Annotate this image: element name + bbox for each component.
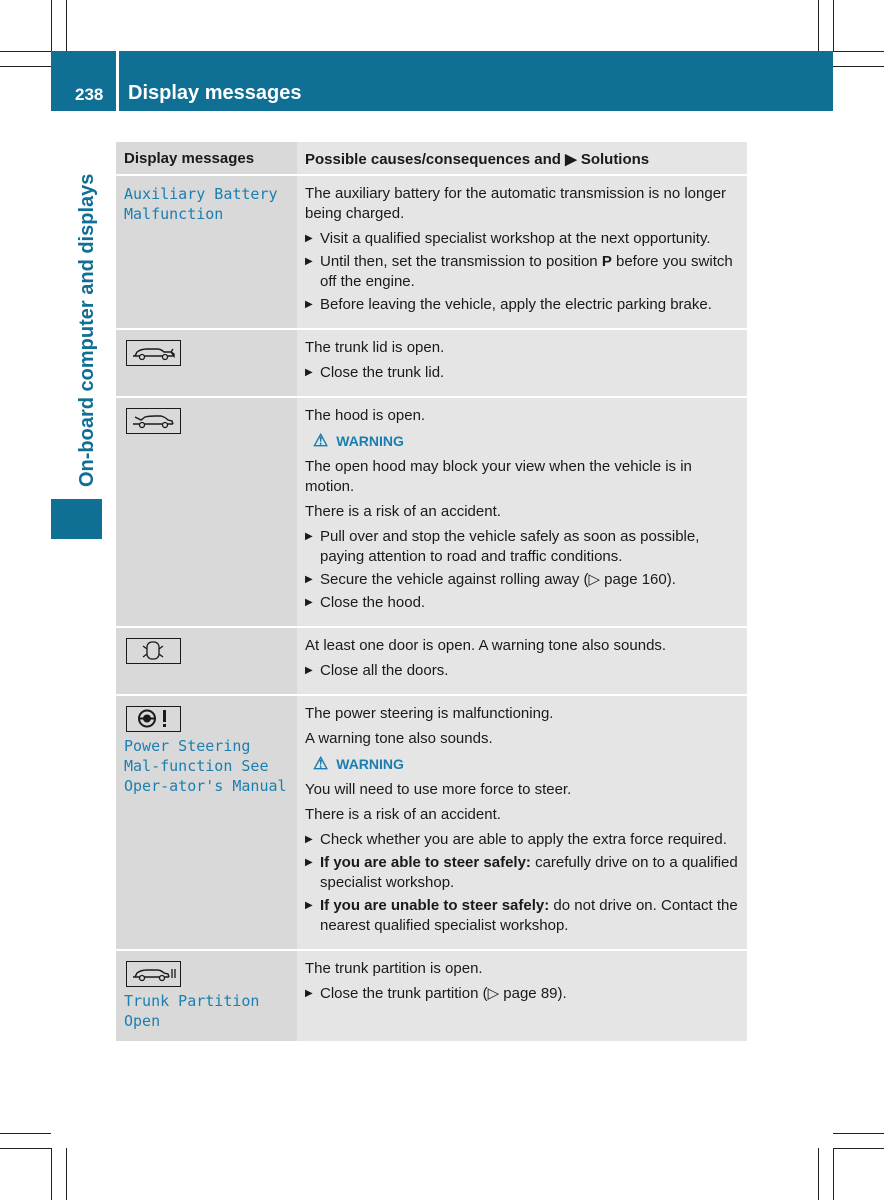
solution-step: ▶ Close the trunk partition (▷ page 89). — [305, 984, 741, 1004]
cause-text: The power steering is malfunctioning. — [305, 705, 554, 722]
solution-step — [305, 853, 741, 893]
solution-step: ▶ Pull over and stop the vehicle safely as soon as possible, paying attention to road and traffic conditions. — [305, 527, 741, 567]
crop-mark — [66, 1148, 67, 1200]
crop-mark — [818, 0, 819, 51]
step-text: carefully drive on to a qualified specialist workshop. — [320, 854, 738, 891]
message-cell — [116, 695, 297, 950]
table-row — [116, 329, 747, 397]
warning-label: WARNING — [336, 756, 404, 772]
solution-step: ▶ Close all the doors. — [305, 661, 741, 681]
cause-text: A warning tone also sounds. — [305, 730, 493, 747]
solution-cell — [297, 695, 747, 950]
solution-cell — [297, 950, 747, 1042]
warning-text: The open hood may block your view when the vehicle is in motion. — [305, 458, 692, 495]
warning-text: There is a risk of an accident. — [305, 503, 501, 520]
step-bold-text: If you are unable to steer safely: — [320, 897, 550, 914]
crop-mark — [833, 1148, 834, 1200]
crop-mark — [0, 1133, 51, 1134]
crop-mark — [51, 1148, 52, 1200]
warning-text: There is a risk of an accident. — [305, 806, 501, 823]
crop-mark — [0, 66, 51, 67]
step-text: do not drive on. Contact the nearest qualified specialist workshop. — [320, 897, 738, 934]
solution-cell — [297, 175, 747, 329]
column-header-solutions: Possible causes/consequences and ▶ Solutions — [297, 142, 747, 175]
crop-mark — [818, 1148, 819, 1200]
message-cell — [116, 950, 297, 1042]
display-messages-table — [116, 142, 747, 1043]
column-header-messages: Display messages — [116, 142, 297, 175]
solution-cell — [297, 397, 747, 627]
step-bold-text: P — [601, 253, 612, 270]
solution-step — [305, 896, 741, 936]
door-open-icon — [126, 638, 181, 664]
solution-step: ▶ Close the hood. — [305, 593, 741, 613]
page-number: 238 — [75, 85, 104, 104]
page-title: Display messages — [128, 82, 302, 104]
hood-open-icon — [126, 408, 181, 434]
display-message-text: Auxiliary Battery Malfunction — [124, 185, 278, 223]
warning-text: You will need to use more force to steer. — [305, 781, 572, 798]
message-cell — [116, 329, 297, 397]
table-row — [116, 627, 747, 695]
solution-step — [305, 252, 741, 292]
table-row — [116, 695, 747, 950]
section-side-label: On-board computer and displays — [76, 173, 98, 487]
trunk-open-icon — [126, 340, 181, 366]
cause-text: The hood is open. — [305, 407, 426, 424]
solution-step: ▶ Secure the vehicle against rolling away (▷ page 160). — [305, 570, 741, 590]
solution-cell — [297, 329, 747, 397]
warning-triangle-icon: ⚠ — [313, 431, 329, 450]
message-cell — [116, 397, 297, 627]
header-separator — [116, 51, 119, 111]
crop-mark — [51, 0, 52, 51]
crop-mark — [0, 51, 51, 52]
message-cell — [116, 627, 297, 695]
step-text: before you switch off the engine. — [320, 253, 733, 290]
step-bold-text: If you are able to steer safely: — [320, 854, 531, 871]
table-row — [116, 950, 747, 1042]
crop-mark — [833, 51, 884, 52]
step-text: Until then, set the transmission to position — [320, 253, 602, 270]
display-message-text: Power Steering Mal‐function See Oper‐ator's Manual — [124, 737, 287, 795]
cause-text: At least one door is open. A warning tone also sounds. — [305, 637, 667, 654]
cause-text: The trunk partition is open. — [305, 960, 483, 977]
crop-mark — [833, 1133, 884, 1134]
solution-step: ▶ Close the trunk lid. — [305, 363, 741, 383]
cause-text: The auxiliary battery for the automatic transmission is no longer being charged. — [305, 185, 727, 222]
cause-text: The trunk lid is open. — [305, 339, 445, 356]
table-header-row — [116, 142, 747, 175]
message-cell — [116, 175, 297, 329]
table-row — [116, 175, 747, 329]
warning-heading — [313, 431, 741, 451]
crop-mark — [0, 1148, 51, 1149]
warning-label: WARNING — [336, 433, 404, 449]
trunk-partition-icon — [126, 961, 181, 987]
steering-warning-icon — [126, 706, 181, 732]
crop-mark — [833, 0, 834, 51]
warning-heading — [313, 754, 741, 774]
solution-step: ▶ Visit a qualified specialist workshop at the next opportunity. — [305, 229, 741, 249]
solution-step: ▶ Before leaving the vehicle, apply the electric parking brake. — [305, 295, 741, 315]
crop-mark — [833, 66, 884, 67]
crop-mark — [66, 0, 67, 51]
display-message-text: Trunk Partition Open — [124, 992, 260, 1030]
table-row — [116, 397, 747, 627]
solution-step: ▶ Check whether you are able to apply the extra force required. — [305, 830, 741, 850]
section-tab-marker — [51, 499, 102, 539]
warning-triangle-icon: ⚠ — [313, 754, 329, 773]
crop-mark — [833, 1148, 884, 1149]
solution-cell — [297, 627, 747, 695]
